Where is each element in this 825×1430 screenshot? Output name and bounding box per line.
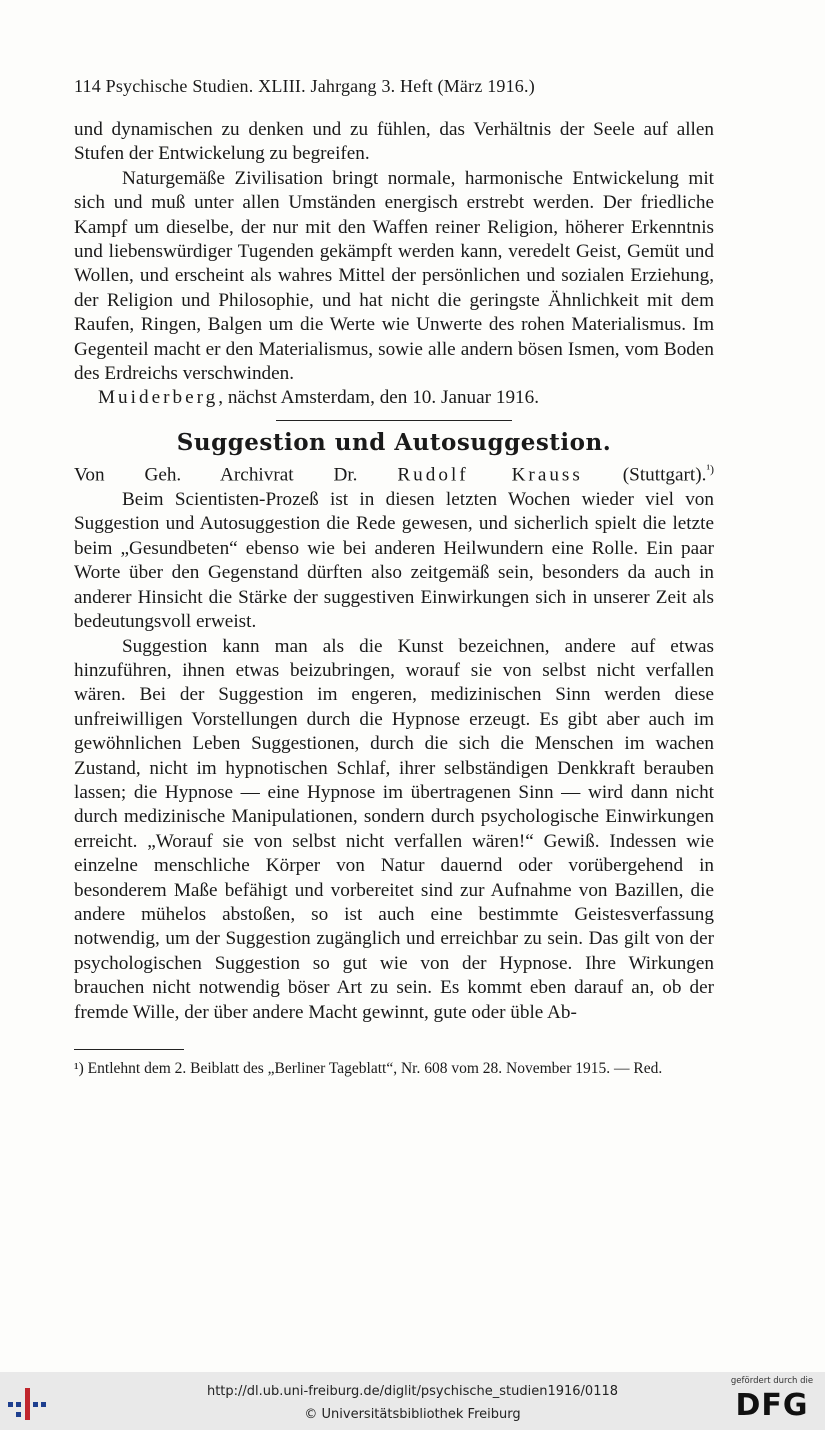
footnote: ¹) Entlehnt dem 2. Beiblatt des „Berliner Tageblatt“, Nr. 608 vom 28. November 1915. — Red. xyxy=(74,1060,663,1078)
footnote-divider xyxy=(74,1049,184,1050)
dfg-logo[interactable] xyxy=(727,1376,817,1426)
byline-suffix: (Stuttgart). xyxy=(622,464,707,486)
article-paragraph-1: Beim Scientisten-Prozeß ist in diesen letzten Wochen wieder viel von Suggestion und Autosuggestion die Rede gewesen, und sicherlich spielt die letzte beim „Gesundbeten“ ebenso wie bei anderen Heilwundern eine Rolle. Ein paar Worte über den Gegenstand dürften also zeitgemäß sein, besonders da auch in anderer Hinsicht die Stärke der suggestiven Einwirkungen sich in unserer Zeit als bedeutungsvoll erweist. xyxy=(74,489,714,633)
page-body xyxy=(74,118,714,1079)
dateline-place: Muiderberg xyxy=(98,387,219,409)
dateline xyxy=(74,386,714,410)
dfg-logo-text: DFG xyxy=(735,1388,809,1423)
running-head: 114 Psychische Studien. XLIII. Jahrgang 3. Heft (März 1916.) xyxy=(74,76,535,96)
article-title: Suggestion und Autosuggestion. xyxy=(176,428,612,456)
copyright-text: © Universitätsbibliothek Freiburg xyxy=(304,1407,521,1422)
byline xyxy=(74,457,714,488)
section-divider xyxy=(276,420,512,421)
prev-article-paragraph-1: und dynamischen zu denken und zu fühlen, das Verhältnis der Seele auf allen Stufen der Entwickelung zu begreifen. xyxy=(74,119,714,165)
byline-author: Rudolf Krauss xyxy=(397,464,583,486)
source-url-link[interactable]: http://dl.ub.uni-freiburg.de/diglit/psychische_studien1916/0118 xyxy=(206,1384,619,1399)
footnote-marker: ¹) xyxy=(706,462,715,477)
byline-prefix: Von Geh. Archivrat Dr. xyxy=(74,464,358,486)
prev-article-paragraph-2: Naturgemäße Zivilisation bringt normale, harmonische Entwickelung mit sich und muß unter allen Umständen energisch erstrebt werden. Der friedliche Kampf um dieselbe, der nur mit den Waffen reiner Religion, höherer Erkenntnis und liebenswürdiger Tugenden gekämpft werden kann, veredelt Geist, Gemüt und Wollen, und erscheint als wahres Mittel der persönlichen und sozialen Erziehung, der Religion und Philosophie, und hat nicht die geringste Ähnlichkeit mit dem Raufen, Ringen, Balgen um die Werte wie Unwerte des rohen Materialismus. Im Gegenteil macht er den Materialismus, sowie alle andern bösen Ismen, vom Boden des Erdreichs verschwinden. xyxy=(74,167,714,385)
viewer-footer xyxy=(0,1372,825,1430)
article-paragraph-2: Suggestion kann man als die Kunst bezeichnen, andere auf etwas hinzuführen, ihnen etwas beizubringen, worauf sie von selbst nicht verfallen wären. Bei der Suggestion im engeren, medizinischen Sinn werden diese unfreiwilligen Vorstellungen durch die Hypnose erzeugt. Es gibt aber auch im gewöhnlichen Leben Suggestionen, durch die sich die Menschen im wachen Zustand, nicht im hypnotischen Schlaf, ihrer selbständigen Denkkraft berauben lassen; die Hypnose — eine Hypnose im übertragenen Sinn — wird dann nicht durch medizinische Manipulationen, sondern durch psychologische Einwirkungen erreicht. „Worauf sie von selbst nicht verfallen wären!“ Gewiß. Indessen wie einzelne menschliche Körper von Natur dauernd oder vorübergehend in besonderem Maße befähigt und vorbereitet sind zur Aufnahme von Bazillen, die andere mühelos abstoßen, so ist auch eine bestimmte Geistesverfassung notwendig, um der Suggestion zugänglich und erreichbar zu sein. Das gilt von der psychologischen Suggestion so gut wie von der Hypnose. Ihre Wirkungen brauchen nicht notwendig böser Art zu sein. Es kommt eben darauf an, ob der fremde Wille, der über andere Macht gewinnt, gute oder üble Ab- xyxy=(74,635,714,1023)
dfg-caption: gefördert durch die xyxy=(730,1376,814,1386)
dateline-rest: , nächst Amsterdam, den 10. Januar 1916. xyxy=(218,387,540,409)
